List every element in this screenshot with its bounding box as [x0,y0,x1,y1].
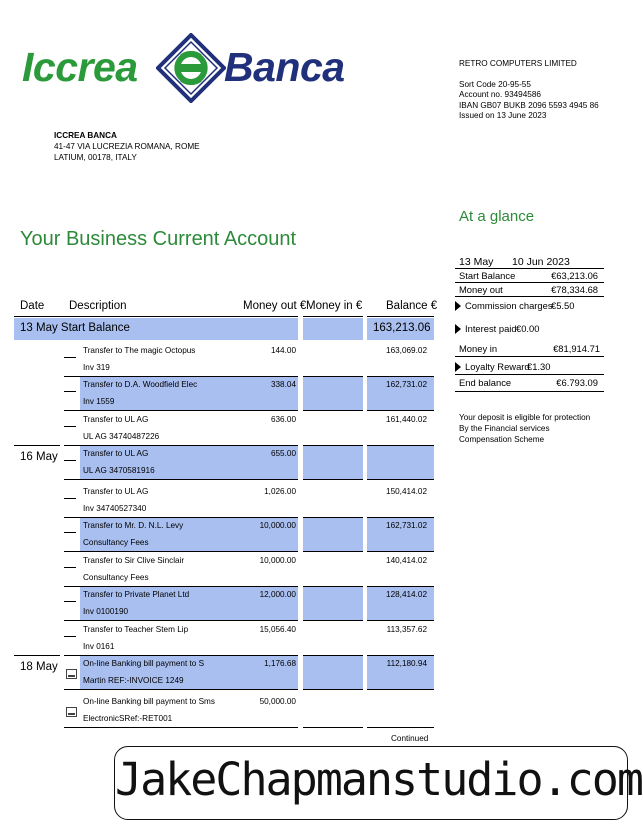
row-balance: 162,731.02 [386,380,427,389]
row-separator [303,689,363,690]
bank-address [54,130,200,163]
row-money-out: 144.00 [270,346,296,355]
row-separator [367,727,434,728]
table-row [0,622,643,655]
row-shading [303,377,363,410]
table-row [0,412,643,445]
watermark-text: JakeChapmanstudio.com [115,753,642,806]
row-reference: Inv 1559 [83,397,115,406]
row-balance: 113,357.62 [386,625,427,634]
row-balance: 128,414.02 [386,590,427,599]
row-description: Transfer to Mr. D. N.L. Levy [83,521,184,530]
row-reference: Inv 0161 [83,642,115,651]
date-label: 18 May [20,661,58,673]
row-separator [367,410,434,411]
row-balance: 163,069.02 [386,346,427,355]
row-separator [303,551,363,552]
row-money-out: 655.00 [270,449,296,458]
bank-name: ICCREA BANCA [54,131,117,140]
row-money-out: 15,056.40 [259,625,296,634]
row-description: Transfer to D.A. Woodfield Elec [83,380,198,389]
sort-code: Sort Code 20-95-55 [459,79,531,89]
row-separator [367,479,434,480]
glance-end-balance: End balance €6.793.09 [459,377,598,388]
statement-title: Your Business Current Account [20,228,297,250]
logo-text-left: Iccrea [22,44,138,90]
row-marker [64,391,76,392]
row-description: Transfer to The magic Octopus [83,346,196,355]
glance-commission: Commission charges €5.50 [455,299,604,312]
bank-logo [22,30,362,108]
row-money-out: 636.00 [270,415,296,424]
row-reference: Consultancy Fees [83,538,149,547]
row-money-out: 10,000.00 [259,521,296,530]
row-reference: Inv 0100190 [83,607,129,616]
col-header-money-out: Money out € [243,300,307,312]
period-start: 13 May [459,256,494,268]
online-banking-icon [66,669,77,679]
start-balance-label: 13 May Start Balance [20,322,130,334]
row-separator [64,479,298,480]
row-marker [64,532,76,533]
start-balance-value: 163,213.06 [373,322,431,334]
row-description: On-line Banking bill payment to S [83,659,205,668]
row-shading [303,446,363,479]
row-money-out: 338.04 [270,380,296,389]
row-shading [303,656,363,689]
glance-money-out: Money out €78,334.68 [459,284,598,295]
table-row [0,343,643,376]
table-row [0,446,643,479]
row-description: Transfer to UL AG [83,487,149,496]
protection-note: Your deposit is eligible for protection By the Financial services Compensation Scheme [459,413,591,444]
row-marker [64,601,76,602]
row-reference: Consultancy Fees [83,573,149,582]
row-balance: 140,414.02 [386,556,427,565]
table-row [0,694,643,727]
iban: IBAN GB07 BUKB 2096 5593 4945 86 [459,100,599,110]
row-money-out: 50,000.00 [259,697,296,706]
row-money-out: 10,000.00 [259,556,296,565]
row-reference: UL AG 3470581916 [83,466,155,475]
row-money-out: 1,026.00 [264,487,296,496]
row-separator [303,410,363,411]
row-separator [303,727,363,728]
row-description: On-line Banking bill payment to Sms [83,697,215,706]
row-description: Transfer to UL AG [83,415,149,424]
row-separator [64,620,298,621]
glance-period [455,255,604,268]
row-reference: Inv 34740527340 [83,504,147,513]
glance-interest: Interest paid €0.00 [455,322,604,335]
row-description: Transfer to Sir Clive Sinclair [83,556,185,565]
row-description: Transfer to Private Planet Ltd [83,590,190,599]
glance-loyalty: Loyalty Reward €1.30 [455,360,604,373]
customer-name: RETRO COMPUTERS LIMITED [459,59,577,68]
table-row [0,484,643,517]
row-balance: 161,440.02 [386,415,427,424]
row-marker [64,636,76,637]
col-header-description: Description [69,300,127,312]
online-banking-icon [66,707,77,717]
row-reference: Inv 319 [83,363,110,372]
row-shading [367,446,434,479]
col-header-money-in: Money in € [306,300,363,312]
table-row [0,656,643,689]
logo-text-right: Banca [224,44,345,90]
row-marker [64,460,76,461]
row-separator [367,620,434,621]
row-reference: ElectronicSRef:-RET001 [83,714,173,723]
continued-label: Continued [391,734,429,743]
glance-heading: At a glance [459,208,535,225]
row-separator [64,727,298,728]
row-marker [64,426,76,427]
row-separator [367,689,434,690]
bank-address-line1: 41-47 VIA LUCREZIA ROMANA, ROME [54,142,200,151]
row-separator [303,620,363,621]
row-description: Transfer to UL AG [83,449,149,458]
row-money-out: 1,176.68 [264,659,296,668]
col-header-date: Date [20,300,45,312]
account-number: Account no. 93494586 [459,90,541,100]
row-money-out: 12,000.00 [259,590,296,599]
glance-money-in: Money in €81,914.71 [459,343,600,354]
date-label: 16 May [20,451,58,463]
row-balance: 150,414.02 [386,487,427,496]
bank-logo-mark-icon [156,33,226,103]
customer-details [459,59,599,122]
row-marker [64,567,76,568]
watermark [114,746,642,820]
glance-start-balance: Start Balance €63,213.06 [459,270,598,281]
row-separator [367,551,434,552]
row-marker [64,498,76,499]
row-shading [303,518,363,551]
table-row [0,553,643,586]
table-row [0,377,643,410]
col-header-balance: Balance € [386,300,438,312]
bank-address-line2: LATIUM, 00178, ITALY [54,153,137,162]
row-balance: 112,180.94 [386,659,427,668]
table-row [0,587,643,620]
row-separator [64,551,298,552]
row-separator [64,689,298,690]
row-balance: 162,731.02 [386,521,427,530]
row-separator [64,410,298,411]
row-separator [303,479,363,480]
period-end: 10 Jun 2023 [512,256,570,268]
row-reference: Martin REF:-INVOICE 1249 [83,676,184,685]
expand-arrow-icon [455,301,461,311]
table-row [0,518,643,551]
row-shading [303,587,363,620]
row-description: Transfer to Teacher Stem Lip [83,625,189,634]
row-marker [64,357,76,358]
expand-arrow-icon [455,324,461,334]
issued-date: Issued on 13 June 2023 [459,111,547,121]
row-reference: UL AG 34740487226 [83,432,160,441]
